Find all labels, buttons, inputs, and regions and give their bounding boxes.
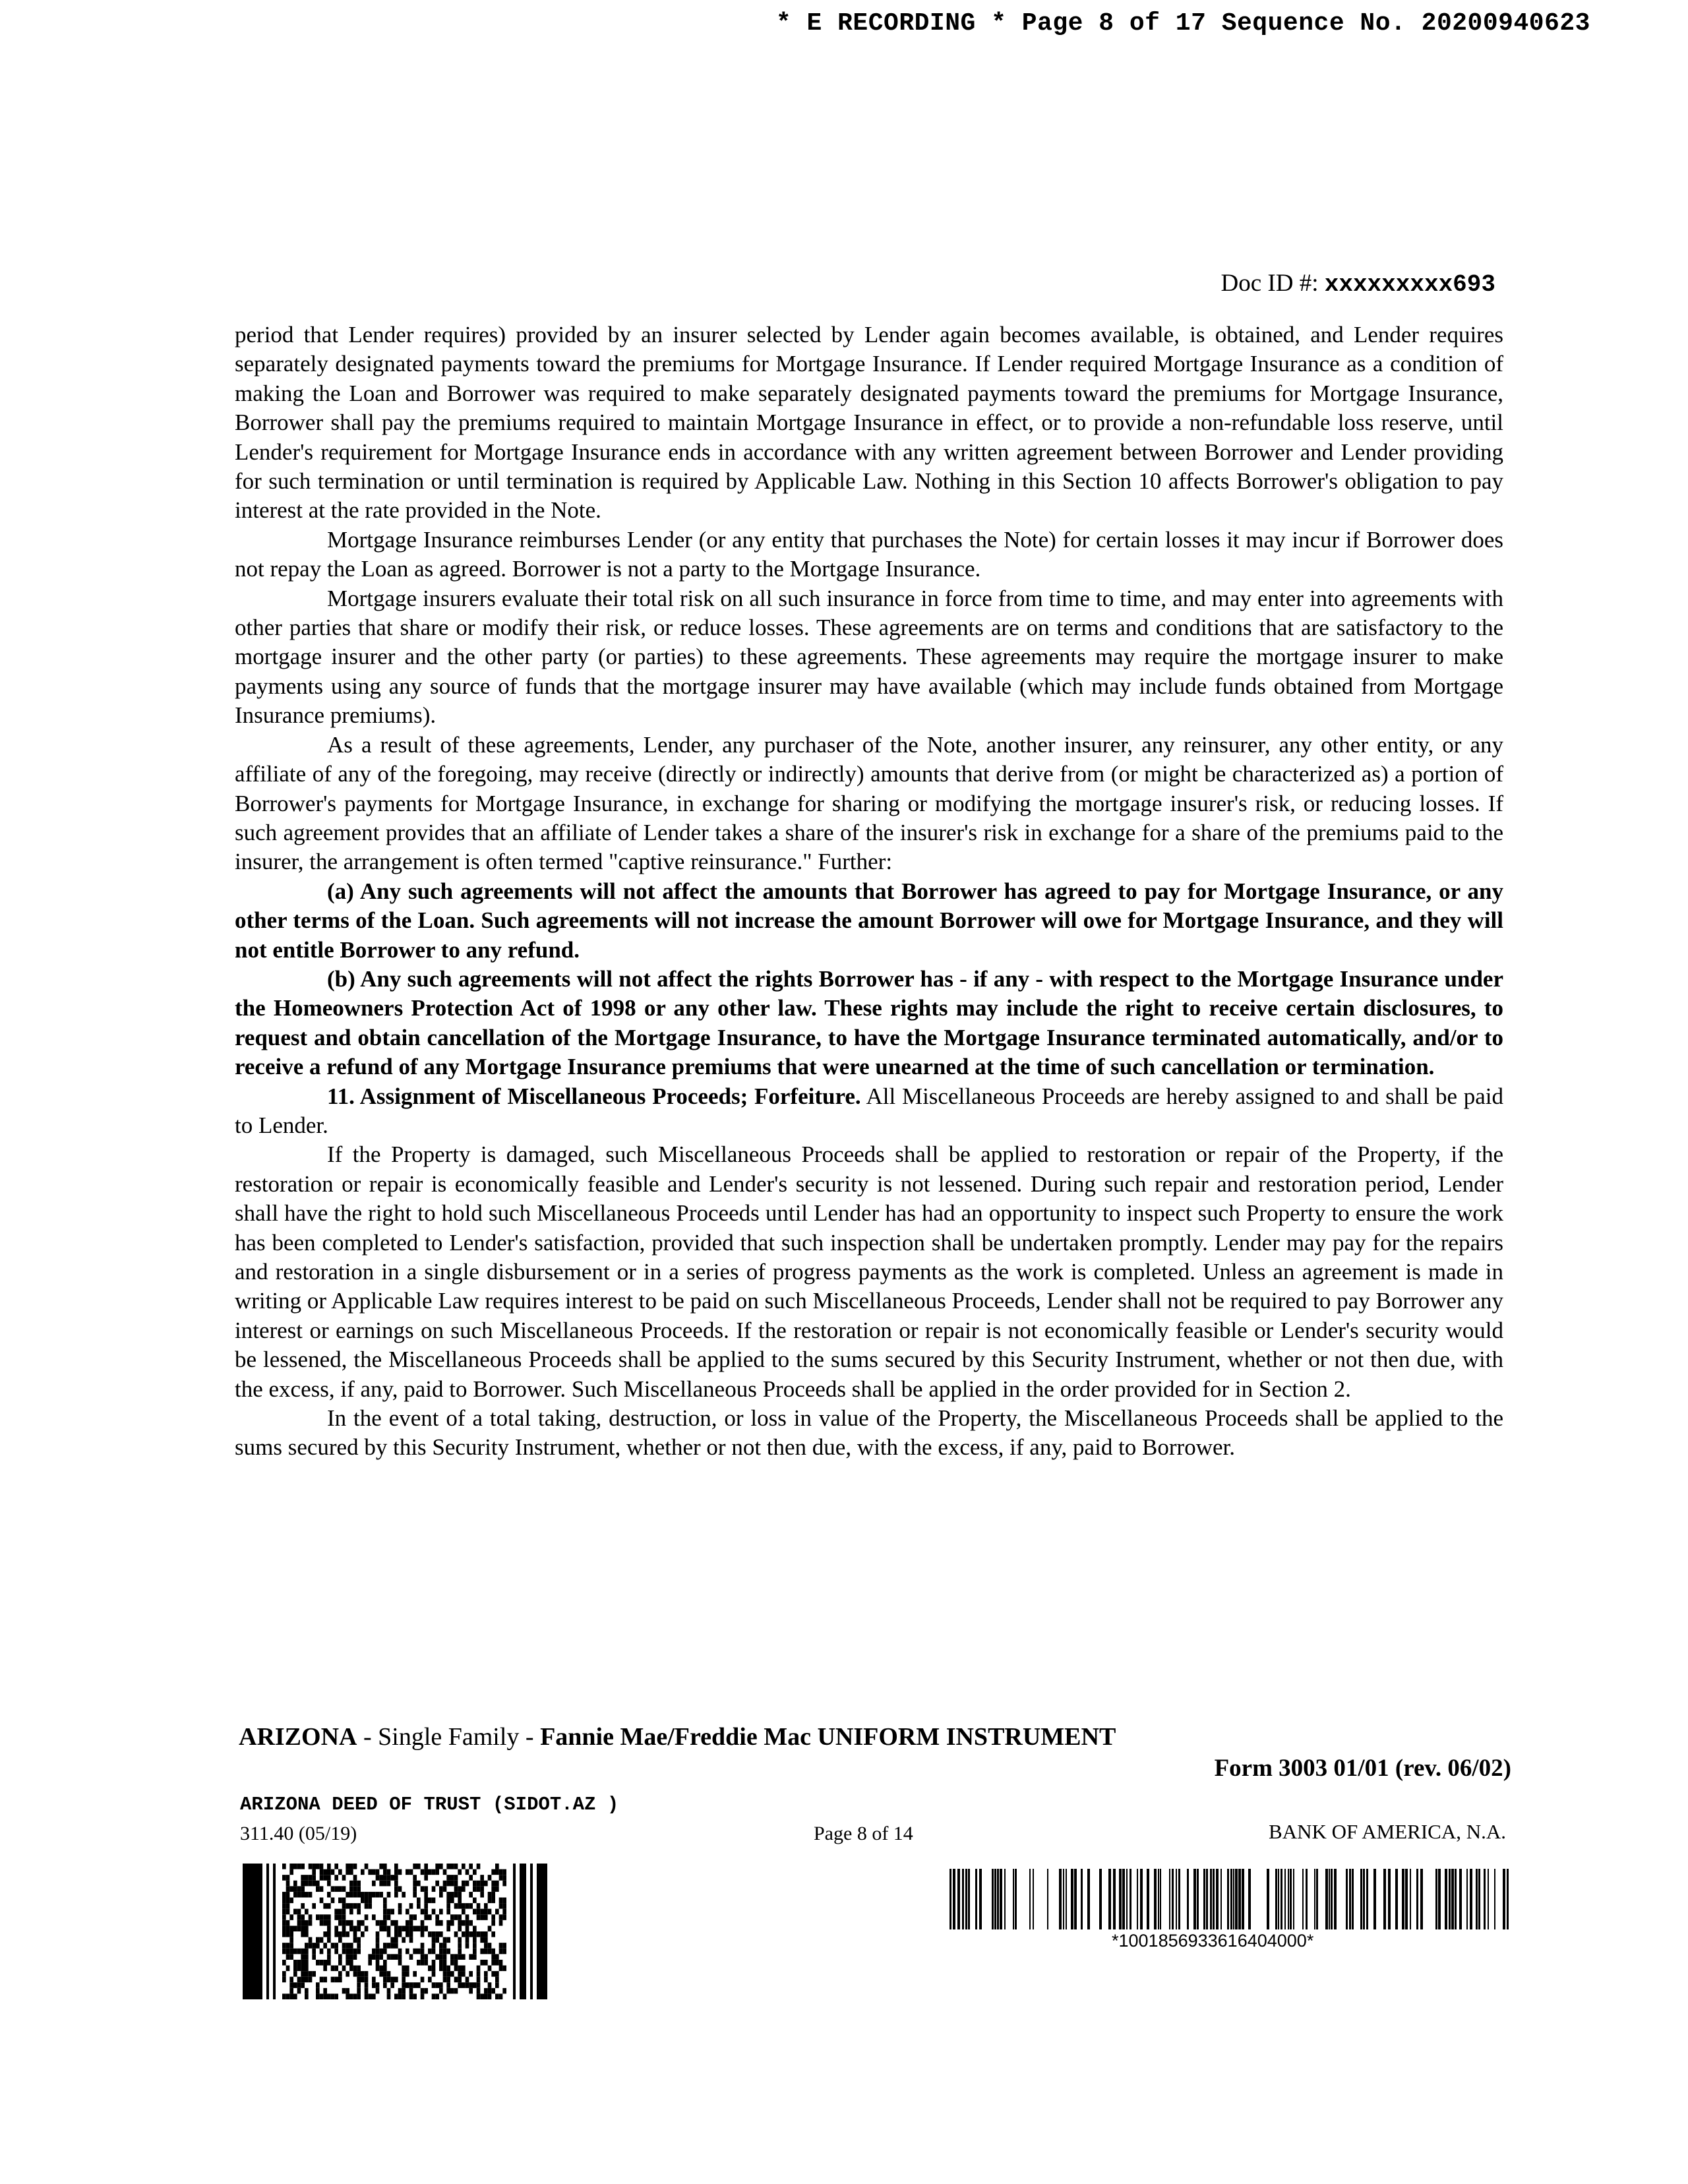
form-number: Form 3003 01/01 (rev. 06/02) [1214, 1755, 1511, 1782]
linear-barcode-image [946, 1869, 1509, 1929]
paragraph-6-bold-clause-b: (b) Any such agreements will not affect the rights Borrower has - if any - with respect to the Mortgage Insurance under the Homeowners Protection Act of 1998 or any other law. These rights may include the right to receive certain disclosures, to request and obtain cancellation of the Mortgage Insurance, to have the Mortgage Insurance terminated automatically, and/or to receive a refund of any Mortgage Insurance premiums that were unearned at the time of such cancellation or termination. [235, 965, 1503, 1080]
paragraph-5-bold-clause-a: (a) Any such agreements will not affect the amounts that Borrower has agreed to pay for Mortgage Insurance, or any other terms of the Loan. Such agreements will not increase the amount Borrower will owe for Mortgage Insurance, and they will not entitle Borrower to any refund. [235, 878, 1503, 963]
section-11-heading: 11. Assignment of Miscellaneous Proceeds; Forfeiture. [327, 1083, 861, 1109]
doc-id-label: Doc ID #: [1221, 270, 1319, 297]
2d-barcode-image [243, 1864, 547, 1999]
form-title-sep: - Single Family - [357, 1723, 541, 1751]
form-title-state: ARIZONA [239, 1723, 357, 1751]
document-body [235, 320, 1503, 1463]
section-11-text: All Miscellaneous Proceeds are hereby assigned to and shall be paid to Lender. [235, 1083, 1504, 1138]
paragraph-9: In the event of a total taking, destruction, or loss in value of the Property, the Miscellaneous Proceeds shall be applied to the sums secured by this Security Instrument, whether or not then due, with the excess, if any, paid to Borrower. [235, 1405, 1503, 1461]
deed-code: ARIZONA DEED OF TRUST (SIDOT.AZ ) [240, 1794, 619, 1815]
paragraph-8: If the Property is damaged, such Miscellaneous Proceeds shall be applied to restoration or repair of the Property, if the restoration or repair is economically feasible and Lender's security is not lessened. During such repair and restoration period, Lender shall have the right to hold such Miscellaneous Proceeds until Lender has had an opportunity to inspect such Property to ensure the work has been completed to Lender's satisfaction, provided that such inspection shall be undertaken promptly. Lender may pay for the repairs and restoration in a single disbursement or in a series of progress payments as the work is completed. Unless an agreement is made in writing or Applicable Law requires interest to be paid on such Miscellaneous Proceeds, Lender shall not be required to pay Borrower any interest or earnings on such Miscellaneous Proceeds. If the restoration or repair is not economically feasible or Lender's security would be lessened, the Miscellaneous Proceeds shall be applied to the sums secured by this Security Instrument, whether or not then due, with the excess, if any, paid to Borrower. Such Miscellaneous Proceeds shall be applied in the order provided for in Section 2. [235, 1141, 1503, 1402]
paragraph-7-section-11 [235, 1082, 1503, 1141]
form-title [239, 1722, 1116, 1751]
paragraph-1: period that Lender requires) provided by an insurer selected by Lender again becomes available, is obtained, and Lender requires separately designated payments toward the premiums for Mortgage Insurance. If Lender required Mortgage Insurance as a condition of making the Loan and Borrower was required to make separately designated payments toward the premiums for Mortgage Insurance, Borrower shall pay the premiums required to maintain Mortgage Insurance in effect, or to provide a non-refundable loss reserve, until Lender's requirement for Mortgage Insurance ends in accordance with any written agreement between Borrower and Lender providing for such termination or until termination is required by Applicable Law. Nothing in this Section 10 affects Borrower's obligation to pay interest at the rate provided in the Note. [235, 322, 1503, 524]
doc-id-value: xxxxxxxxx693 [1324, 271, 1495, 298]
recording-stamp: * E RECORDING * Page 8 of 17 Sequence No. 20200940623 [775, 9, 1590, 38]
form-version: 311.40 (05/19) [240, 1823, 357, 1844]
lender-name: BANK OF AMERICA, N.A. [1269, 1820, 1506, 1843]
paragraph-2: Mortgage Insurance reimburses Lender (or any entity that purchases the Note) for certain losses it may incur if Borrower does not repay the Loan as agreed. Borrower is not a party to the Mortgage Insurance. [235, 526, 1503, 582]
paragraph-3: Mortgage insurers evaluate their total risk on all such insurance in force from time to time, and may enter into agreements with other parties that share or modify their risk, or reduce losses. These agreements are on terms and conditions that are satisfactory to the mortgage insurer and the other party (or parties) to these agreements. These agreements may require the mortgage insurer to make payments using any source of funds that the mortgage insurer may have available (which may include funds obtained from Mortgage Insurance premiums). [235, 585, 1503, 729]
barcode-number: *1001856933616404000* [1112, 1931, 1314, 1951]
form-title-instrument: Fannie Mae/Freddie Mac UNIFORM INSTRUMENT [540, 1723, 1116, 1751]
page-indicator: Page 8 of 14 [814, 1823, 913, 1844]
paragraph-4: As a result of these agreements, Lender, any purchaser of the Note, another insurer, any reinsurer, any other entity, or any affiliate of any of the foregoing, may receive (directly or indirectly) amounts that derive from (or might be characterized as) a portion of Borrower's payments for Mortgage Insurance, in exchange for sharing or modifying the mortgage insurer's risk, or reducing losses. If such agreement provides that an affiliate of Lender takes a share of the insurer's risk in exchange for a share of the premiums paid to the insurer, the arrangement is often termed "captive reinsurance." Further: [235, 731, 1503, 875]
doc-id [1221, 269, 1495, 298]
